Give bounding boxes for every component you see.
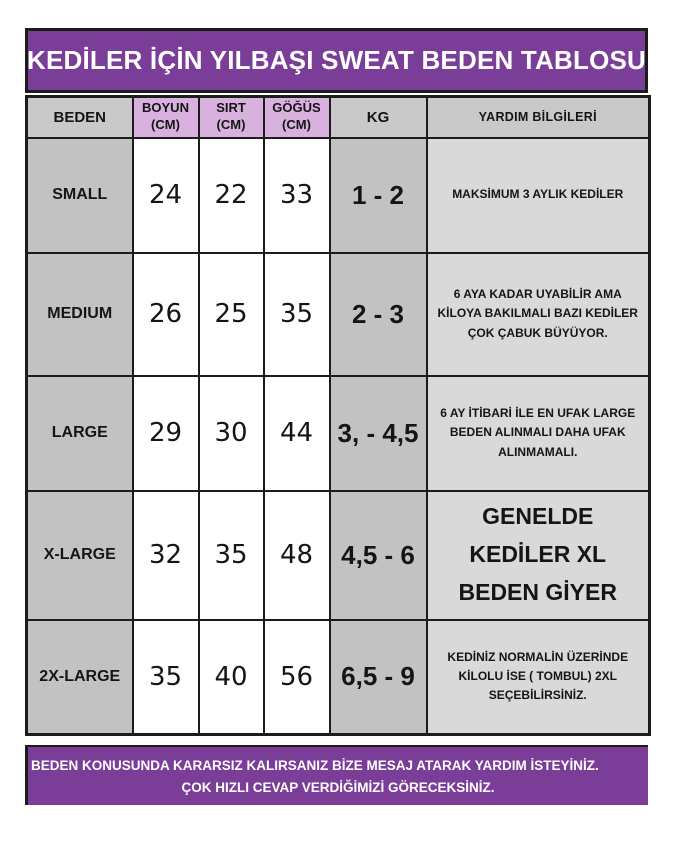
page-title: KEDİLER İÇİN YILBAŞI SWEAT BEDEN TABLOSU [26, 45, 647, 75]
column-header-boyun [133, 97, 199, 138]
help-line: ÇOK ÇABUK BÜYÜYOR. [467, 325, 608, 340]
column-header-sirt [199, 97, 264, 138]
table-row-medium [27, 253, 650, 376]
neck-cell: 29 [133, 376, 199, 491]
help-cell [427, 138, 650, 253]
help-line: SEÇEBİLİRSİNİZ. [488, 688, 587, 703]
chest-cell: 33 [264, 138, 330, 253]
help-line: KEDİNİZ NORMALİN ÜZERİNDE [447, 649, 629, 664]
kg-cell: 2 - 3 [330, 253, 427, 376]
footer-line-2: ÇOK HIZLI CEVAP VERDİĞİMİZİ GÖRECEKSİNİZ. [181, 779, 495, 795]
column-header-boyun-unit: (CM) [151, 117, 180, 133]
size-cell: 2X-LARGE [27, 620, 133, 735]
size-cell: SMALL [27, 138, 133, 253]
footer-line-1: BEDEN KONUSUNDA KARARSIZ KALIRSANIZ BİZE MESAJ ATARAK YARDIM İSTEYİNİZ. [31, 758, 599, 773]
size-table [25, 95, 651, 736]
help-line: 6 AYA KADAR UYABİLİR AMA [453, 287, 622, 302]
help-line: 6 AY İTİBARİ İLE EN UFAK LARGE [440, 406, 636, 421]
size-cell: X-LARGE [27, 491, 133, 620]
chest-cell: 44 [264, 376, 330, 491]
help-line: ALINMAMALI. [498, 444, 578, 459]
column-header-yardim: YARDIM BİLGİLERİ [427, 97, 650, 138]
neck-cell: 35 [133, 620, 199, 735]
table-row-small [27, 138, 650, 253]
help-cell [427, 620, 650, 735]
kg-cell: 3, - 4,5 [330, 376, 427, 491]
kg-cell: 6,5 - 9 [330, 620, 427, 735]
chest-cell: 56 [264, 620, 330, 735]
column-header-gogus-unit: (CM) [282, 117, 311, 133]
table-row-large [27, 376, 650, 491]
help-line: KİLOLU İSE ( TOMBUL) 2XL [458, 669, 617, 684]
help-line: BEDEN ALINMALI DAHA UFAK [449, 425, 626, 440]
back-cell: 25 [199, 253, 264, 376]
help-line: GENELDE [482, 503, 594, 530]
column-header-gogus [264, 97, 330, 138]
back-cell: 30 [199, 376, 264, 491]
help-line: MAKSİMUM 3 AYLIK KEDİLER [452, 187, 624, 202]
header-row [27, 97, 650, 138]
size-cell: MEDIUM [27, 253, 133, 376]
kg-cell: 1 - 2 [330, 138, 427, 253]
table-row-xlarge [27, 491, 650, 620]
chest-cell: 48 [264, 491, 330, 620]
help-cell [427, 376, 650, 491]
table-row-2xlarge [27, 620, 650, 735]
chest-cell: 35 [264, 253, 330, 376]
help-line: KEDİLER XL [469, 541, 607, 568]
column-header-sirt-unit: (CM) [216, 117, 246, 133]
back-cell: 40 [199, 620, 264, 735]
neck-cell: 26 [133, 253, 199, 376]
kg-cell: 4,5 - 6 [330, 491, 427, 620]
neck-cell: 24 [133, 138, 199, 253]
column-header-sirt-label: SIRT [216, 100, 246, 116]
neck-cell: 32 [133, 491, 199, 620]
column-header-kg: KG [330, 97, 427, 138]
help-line: BEDEN GİYER [458, 578, 617, 605]
help-cell [427, 491, 650, 620]
footer-note [25, 745, 648, 805]
back-cell: 35 [199, 491, 264, 620]
help-line: KİLOYA BAKILMALI BAZI KEDİLER [437, 306, 638, 321]
column-header-gogus-label: GÖĞÜS [272, 100, 321, 116]
title-banner [25, 28, 648, 93]
column-header-boyun-label: BOYUN [142, 100, 189, 116]
help-cell [427, 253, 650, 376]
back-cell: 22 [199, 138, 264, 253]
size-cell: LARGE [27, 376, 133, 491]
column-header-beden: BEDEN [27, 97, 133, 138]
